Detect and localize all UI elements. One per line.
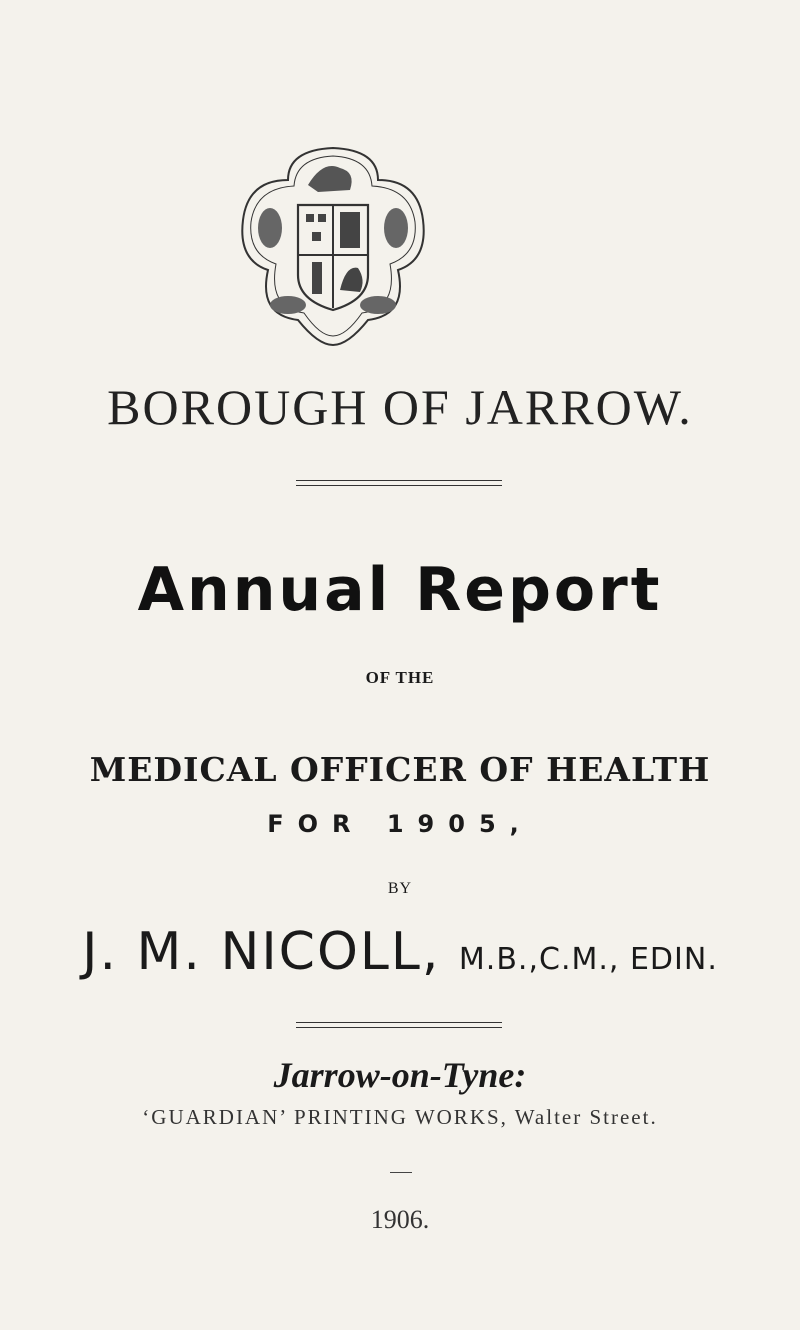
author-degrees: M.B.,C.M., EDIN. — [458, 942, 718, 977]
author-line — [0, 922, 800, 982]
of-the-line: OF THE — [365, 668, 435, 687]
report-title: Annual Report — [137, 555, 663, 625]
coat-of-arms-icon — [228, 140, 438, 355]
short-divider — [390, 1172, 412, 1173]
imprint-year: 1906. — [370, 1205, 430, 1234]
by-line: BY — [387, 880, 413, 897]
imprint-place: Jarrow-on-Tyne: — [273, 1055, 527, 1095]
divider-top-2 — [296, 485, 502, 486]
report-year-line: FOR 1905, — [267, 810, 533, 838]
office-title: MEDICAL OFFICER OF HEALTH — [89, 750, 711, 789]
divider-bottom — [296, 1022, 502, 1023]
imprint-printer: ‘GUARDIAN’ PRINTING WORKS, Walter Street. — [142, 1105, 658, 1129]
divider-top — [296, 480, 502, 481]
borough-name: BOROUGH OF JARROW. — [107, 379, 693, 435]
author-name: J. M. NICOLL, — [82, 922, 441, 982]
divider-bottom-2 — [296, 1027, 502, 1028]
